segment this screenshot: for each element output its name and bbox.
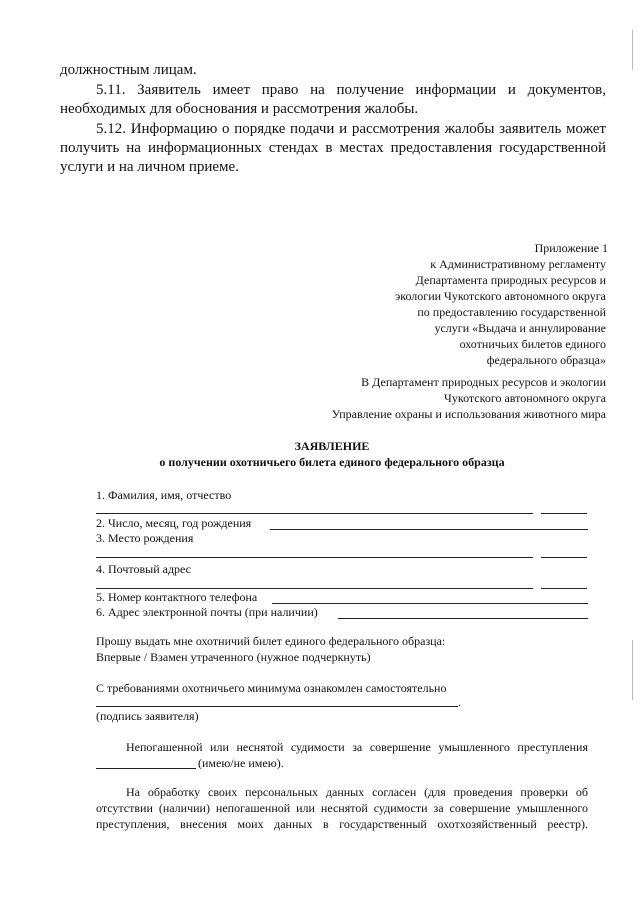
minimum-ack-text: С требованиями охотничьего минимума ознакомлен самостоятельно bbox=[96, 681, 447, 695]
address-input-line-end[interactable] bbox=[541, 588, 587, 589]
appendix-line: экологии Чукотского автономного округа bbox=[395, 289, 606, 303]
paragraph-line: должностным лицам. bbox=[60, 62, 197, 78]
conviction-options: (имею/не имею). bbox=[198, 756, 284, 770]
phone-input-line[interactable] bbox=[272, 603, 588, 604]
paragraph-line: получить на информационных стендах в местах предоставления государственной bbox=[60, 140, 606, 156]
field-label-phone: 5. Номер контактного телефона bbox=[96, 590, 258, 604]
field-label-email: 6. Адрес электронной почты (при наличии) bbox=[96, 605, 318, 619]
signature-caption: (подпись заявителя) bbox=[96, 709, 199, 723]
field-label-birthdate: 2. Число, месяц, год рождения bbox=[96, 516, 252, 530]
paragraph-line: услуги и на личном приеме. bbox=[60, 159, 239, 175]
fio-input-line-end[interactable] bbox=[541, 513, 587, 514]
addressee-line: Чукотского автономного округа bbox=[444, 391, 606, 405]
consent-text-line: На обработку своих персональных данных согласен (для проведения проверки об bbox=[126, 785, 588, 799]
consent-text-line: отсутствии (наличии) непогашенной или неснятой судимости за совершение умышленного bbox=[96, 801, 588, 815]
scan-edge-mark bbox=[632, 640, 633, 700]
appendix-line: охотничьих билетов единого bbox=[459, 337, 606, 351]
appendix-line: федерального образца» bbox=[486, 353, 606, 367]
birthplace-input-line[interactable] bbox=[96, 557, 533, 558]
consent-text-line: преступления, внесения моих данных в государственный охотхозяйственный реестр). bbox=[96, 817, 588, 831]
appendix-line: по предоставлению государственной bbox=[417, 305, 606, 319]
birthdate-input-line[interactable] bbox=[270, 529, 588, 530]
conviction-text: Непогашенной или неснятой судимости за совершение умышленного преступления bbox=[126, 740, 588, 754]
scan-edge-mark bbox=[632, 30, 633, 70]
paragraph-line: 5.12. Информацию о порядке подачи и рассмотрения жалобы заявитель может bbox=[96, 121, 606, 137]
birthplace-input-line-end[interactable] bbox=[541, 557, 587, 558]
request-text: Прошу выдать мне охотничий билет единого федерального образца: bbox=[96, 634, 446, 648]
addressee-line: В Департамент природных ресурсов и экологии bbox=[361, 375, 606, 389]
addressee-line: Управление охраны и использования животного мира bbox=[331, 407, 606, 421]
request-options[interactable]: Впервые / Взамен утраченного (нужное подчеркнуть) bbox=[96, 650, 371, 664]
field-label-birthplace: 3. Место рождения bbox=[96, 531, 194, 545]
signature-line[interactable] bbox=[96, 706, 458, 707]
document-title: ЗАЯВЛЕНИЕ bbox=[294, 439, 370, 453]
paragraph-line: необходимых для обоснования и рассмотрения жалобы. bbox=[60, 101, 419, 117]
appendix-line: к Административному регламенту bbox=[430, 257, 606, 271]
fio-input-line[interactable] bbox=[96, 513, 533, 514]
email-input-line[interactable] bbox=[338, 618, 588, 619]
field-label-fio: 1. Фамилия, имя, отчество bbox=[96, 488, 232, 502]
field-label-address: 4. Почтовый адрес bbox=[96, 562, 192, 576]
appendix-line: Приложение 1 bbox=[534, 241, 608, 255]
appendix-line: Департамента природных ресурсов и bbox=[415, 273, 606, 287]
document-subtitle: о получении охотничьего билета единого федерального образца bbox=[159, 455, 505, 469]
paragraph-line: 5.11. Заявитель имеет право на получение информации и документов, bbox=[96, 82, 606, 98]
signature-line-end: . bbox=[458, 695, 461, 709]
conviction-input-line[interactable] bbox=[96, 768, 196, 769]
appendix-line: услуги «Выдача и аннулирование bbox=[434, 321, 606, 335]
